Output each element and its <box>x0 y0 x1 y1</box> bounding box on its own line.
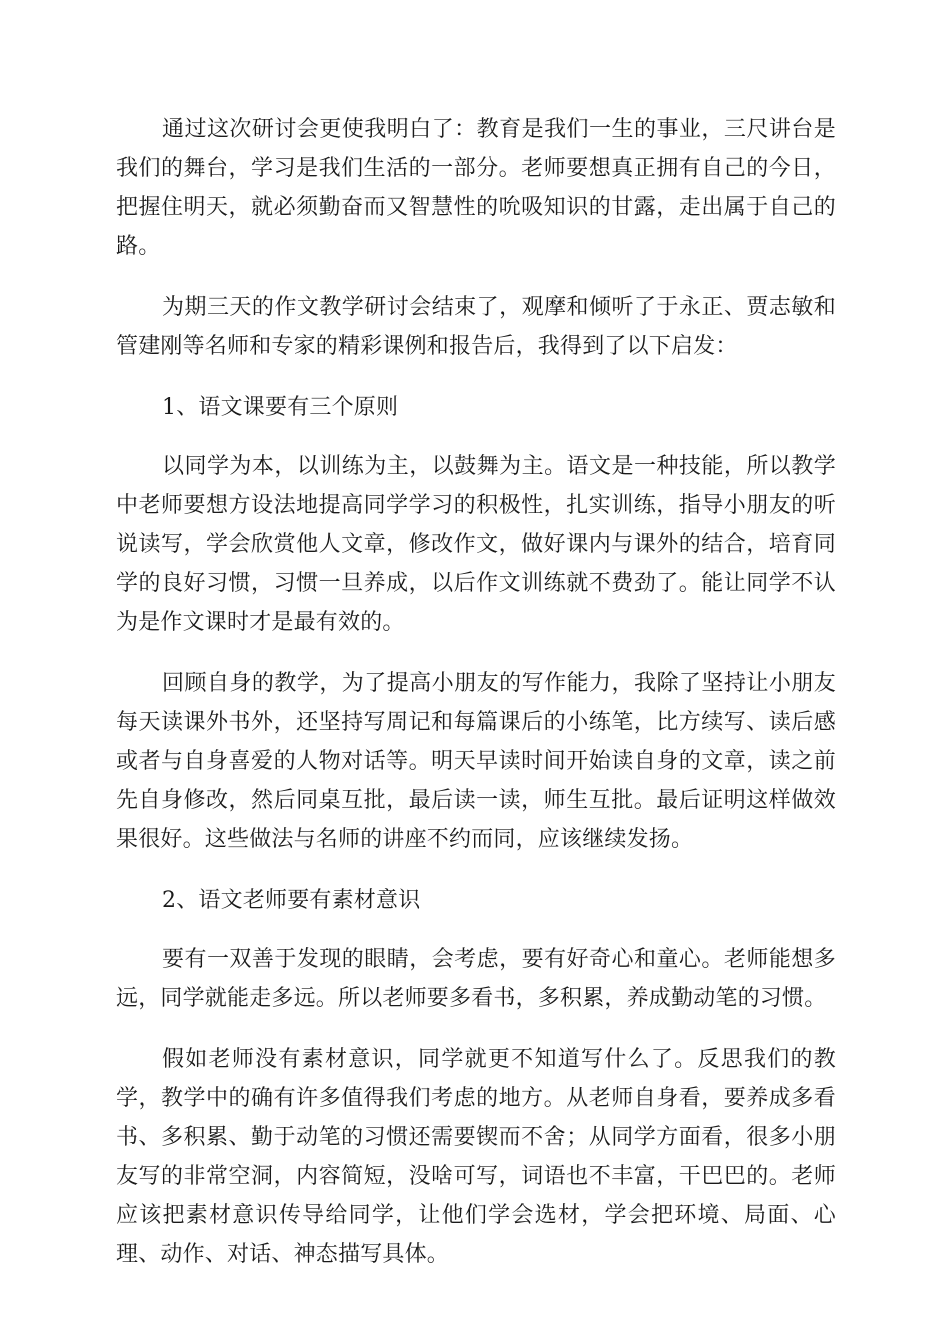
paragraph-own-teaching: 回顾自身的教学，为了提高小朋友的写作能力，我除了坚持让小朋友每天读课外书外，还坚持写周记和每篇课后的小练笔，比方续写、读后感或者与自身喜爱的人物对话等。明天早读时间开始读自身的文章，读之前先自身修改，然后同桌互批，最后读一读，师生互批。最后证明这样做效果很好。这些做法与名师的讲座不约而同，应该继续发扬。 <box>116 671 836 852</box>
paragraph-reflection: 通过这次研讨会更使我明白了：教育是我们一生的事业，三尺讲台是我们的舞台，学习是我们生活的一部分。老师要想真正拥有自己的今日，把握住明天，就必须勤奋而又智慧性的吮吸知识的甘露，走出属于自己的路。 <box>116 117 836 259</box>
section-heading-material-awareness: 2、语文老师要有素材意识 <box>162 888 421 913</box>
paragraph-material-reflection: 假如老师没有素材意识，同学就更不知道写什么了。反思我们的教学，教学中的确有许多值得我们考虑的地方。从老师自身看，要养成多看书、多积累、勤于动笔的习惯还需要锲而不舍；从同学方面看，很多小朋友写的非常空洞，内容简短，没啥可写，词语也不丰富，干巴巴的。老师应该把素材意识传导给同学，让他们学会选材，学会把环境、局面、心理、动作、对话、神态描写具体。 <box>116 1047 836 1267</box>
document-body <box>116 110 836 1296</box>
paragraph-seminar-summary: 为期三天的作文教学研讨会结束了，观摩和倾听了于永正、贾志敏和管建刚等名师和专家的精彩课例和报告后，我得到了以下启发： <box>116 295 836 359</box>
paragraph-principles: 以同学为本，以训练为主，以鼓舞为主。语文是一种技能，所以教学中老师要想方设法地提高同学学习的积极性，扎实训练，指导小朋友的听说读写，学会欣赏他人文章，修改作文，做好课内与课外的结合，培育同学的良好习惯，习惯一旦养成，以后作文训练就不费劲了。能让同学不认为是作文课时才是最有效的。 <box>116 454 836 635</box>
paragraph-observant-eyes: 要有一双善于发现的眼睛，会考虑，要有好奇心和童心。老师能想多远，同学就能走多远。所以老师要多看书，多积累，养成勤动笔的习惯。 <box>116 947 836 1011</box>
section-heading-principles: 1、语文课要有三个原则 <box>162 395 399 420</box>
